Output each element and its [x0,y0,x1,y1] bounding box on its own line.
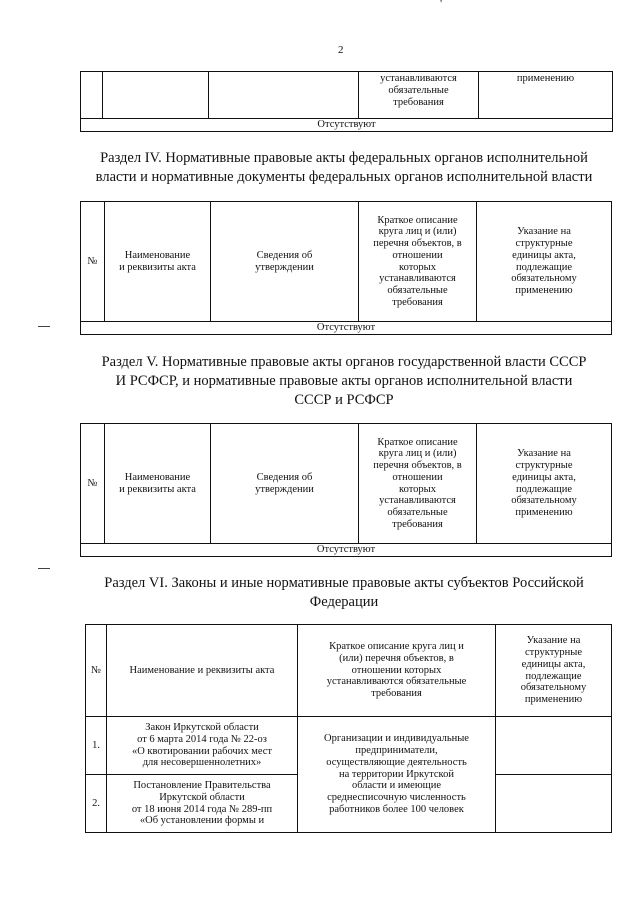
row-units [496,717,612,775]
header-name: Наименование и реквизиты акта [105,424,211,544]
prev-cell-units: применению [479,72,613,119]
prev-absent-cell: Отсутствуют [81,119,613,132]
prev-section-table [80,71,613,132]
row-number: 1. [86,717,107,775]
prev-cell-name [103,72,209,119]
header-desc: Краткое описание круга лиц и (или) перечня объектов, в отношении которых устанавливаются обязательные требования [359,202,477,322]
prev-cell-desc: устанавливаются обязательные требования [359,72,479,119]
header-desc: Краткое описание круга лиц и (или) перечня объектов, в отношении которых устанавливаются обязательные требования [359,424,477,544]
prev-cell-approval [209,72,359,119]
margin-mark [38,568,50,569]
section6-table [85,624,612,833]
section5-absent-cell: Отсутствуют [81,544,612,557]
page-number: 2 [338,44,344,56]
header-name: Наименование и реквизиты акта [107,625,298,717]
header-name: Наименование и реквизиты акта [105,202,211,322]
section4-table [80,201,612,335]
row-units [496,775,612,833]
section5-title: Раздел V. Нормативные правовые акты органов государственной власти СССР И РСФСР, и нормативные правовые акты органов исполнительной власти СССР и РСФСР [101,354,587,409]
section4-title: Раздел IV. Нормативные правовые акты федеральных органов исполнительной власти и нормативные документы федеральных органов исполнительной власти [95,150,593,186]
prev-cell-num [81,72,103,119]
table-row [86,717,612,775]
header-desc: Краткое описание круга лиц и (или) перечня объектов, в отношении которых устанавливаются обязательные требования [298,625,496,717]
header-approval: Сведения об утверждении [211,424,359,544]
top-mark: ' [440,0,443,10]
section6-title: Раздел VI. Законы и иные нормативные правовые акты субъектов Российской Федерации [104,575,584,611]
shared-desc-cell: Организации и индивидуальные предприниматели, осуществляющие деятельность на территории Иркутской области и имеющие среднесписочную численность работников более 100 человек [298,717,496,833]
row-act-name: Закон Иркутской области от 6 марта 2014 года № 22-оз «О квотировании рабочих мест для несовершеннолетних» [107,717,298,775]
header-units: Указание на структурные единицы акта, подлежащие обязательному применению [496,625,612,717]
header-num: № [81,424,105,544]
section4-absent-cell: Отсутствуют [81,322,612,335]
header-units: Указание на структурные единицы акта, подлежащие обязательному применению [477,424,612,544]
header-approval: Сведения об утверждении [211,202,359,322]
section5-table [80,423,612,557]
margin-mark [38,326,50,327]
header-num: № [86,625,107,717]
row-act-name: Постановление Правительства Иркутской области от 18 июня 2014 года № 289-пп «Об установлении формы и [107,775,298,833]
header-num: № [81,202,105,322]
header-units: Указание на структурные единицы акта, подлежащие обязательному применению [477,202,612,322]
row-number: 2. [86,775,107,833]
